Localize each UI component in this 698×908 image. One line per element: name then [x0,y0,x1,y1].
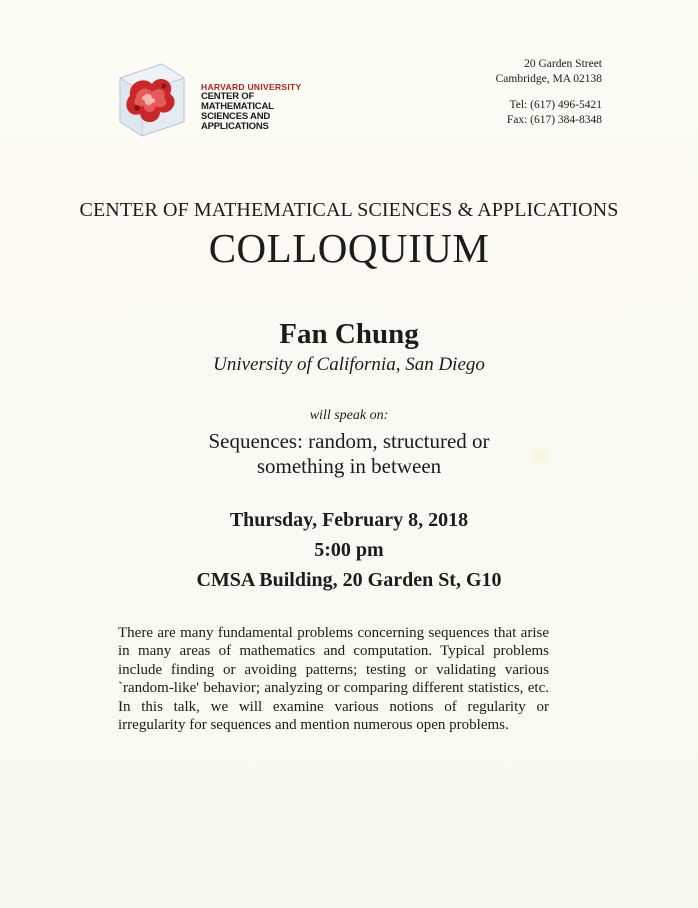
will-speak-label: will speak on: [309,408,389,423]
contact-address [496,57,602,128]
talk-title-line2: something in between [256,454,442,478]
talk-abstract: There are many fundamental problems concerning sequences that arise in many areas of mathematics and computation. Typical problems include finding or avoiding patterns; testing or validating various `random-like' behavior; analyzing or comparing different statistics, etc. In this talk, we will examine various notions of regularity or irregularity for sequences and mention numerous open problems. [118,625,549,734]
logo-wordmark [201,82,326,132]
speaker-name: Fan Chung [279,318,419,350]
cmsa-logo [106,56,326,140]
event-date: Thursday, February 8, 2018 [229,509,469,531]
event-details [0,505,698,595]
address-fax: Fax: (617) 384-8348 [506,114,602,126]
org-heading: CENTER OF MATHEMATICAL SCIENCES & APPLICATIONS [79,199,619,221]
speaker-affiliation: University of California, San Diego [213,354,485,375]
paper-stain [526,446,552,468]
talk-title [0,429,698,479]
event-heading: COLLOQUIUM [208,225,490,271]
red-sphere-cube-logo-icon [106,56,190,140]
logo-center-name-line2: SCIENCES AND APPLICATIONS [201,111,271,132]
address-tel: Tel: (617) 496-5421 [509,99,602,111]
address-street: 20 Garden Street [524,58,602,70]
logo-center-name-line1: CENTER OF MATHEMATICAL [201,91,274,112]
talk-title-line1: Sequences: random, structured or [208,429,490,453]
event-location: CMSA Building, 20 Garden St, G10 [196,569,502,591]
logo-university-name: HARVARD UNIVERSITY [201,82,302,92]
address-city: Cambridge, MA 02138 [495,73,602,85]
event-time: 5:00 pm [314,539,384,561]
